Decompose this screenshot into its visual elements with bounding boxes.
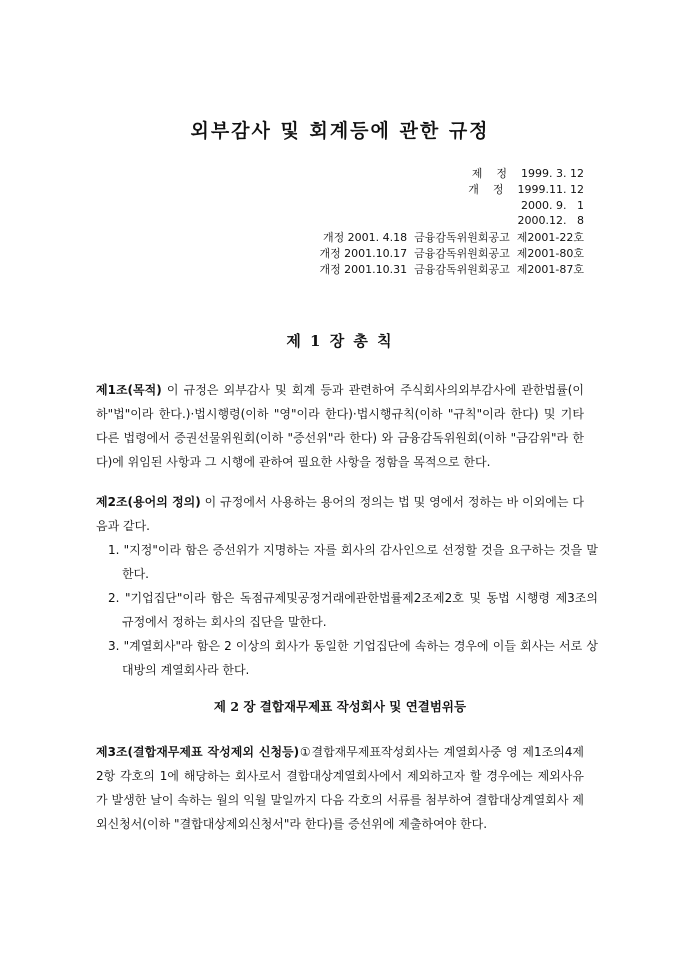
regulation-title: 외부감사 및 회계등에 관한 규정 [190, 120, 490, 142]
article-2-heading: 제2조(용어의 정의) [96, 495, 201, 509]
article-2-item-1: 1. "지정"이라 함은 증선위가 지명하는 자를 회사의 감사인으로 선정할 것을 요구하는 것을 말한다. [108, 543, 598, 581]
history-line-3: 2000. 9. 1 [521, 199, 584, 212]
history-line-2: 개 정 1999.11. 12 [468, 183, 584, 196]
article-2-item-2: 2. "기업집단"이라 함은 독점규제및공정거래에관한법률제2조제2호 및 동법 시행령 제3조의 규정에서 정하는 회사의 집단을 말한다. [108, 591, 598, 629]
chapter-1-heading: 제 1 장 총 칙 [286, 332, 394, 350]
history-line-7: 개정 2001.10.31 금융감독위원회공고 제2001-87호 [319, 263, 584, 276]
history-line-4: 2000.12. 8 [517, 214, 584, 227]
article-1 [96, 378, 584, 474]
article-3 [96, 740, 584, 836]
article-3-heading: 제3조(결합재무제표 작성제외 신청등) [96, 745, 300, 759]
article-3-body: ①결합재무제표작성회사는 계열회사중 영 제1조의4제2항 각호의 1에 해당하는 회사로서 결합대상계열회사에서 제외하고자 할 경우에는 제외사유가 발생한 날이 속하는 월의 익월 말일까지 다음 각호의 서류를 첨부하여 결합대상계열회사 제외신청서(이하 "결합대상제외신청서"라 한다)를 증선위에 제출하여야 한다. [96, 745, 584, 831]
article-1-body: 이 규정은 외부감사 및 회계 등과 관련하여 주식회사의외부감사에 관한법률(이하"법"이라 한다.)·법시행령(이하 "영"이라 한다)·법시행규칙(이하 "규칙"이라 한다) 및 기타 다른 법령에서 증권선물위원회(이하 "증선위"라 한다) 와 금융감독위원회(이하 "금감위"라 한다)에 위임된 사항과 그 시행에 관하여 필요한 사항을 정함을 목적으로 한다. [96, 383, 584, 469]
history-line-6: 개정 2001.10.17 금융감독위원회공고 제2001-80호 [319, 247, 584, 260]
article-2-body: 이 규정에서 사용하는 용어의 정의는 법 및 영에서 정하는 바 이외에는 다음과 같다. [96, 495, 584, 533]
history-line-5: 개정 2001. 4.18 금융감독위원회공고 제2001-22호 [322, 231, 584, 244]
history-line-1: 제 정 1999. 3. 12 [471, 167, 584, 180]
article-2-item-3: 3. "계열회사"라 함은 2 이상의 회사가 동일한 기업집단에 속하는 경우에 이들 회사는 서로 상대방의 계열회사라 한다. [108, 639, 598, 677]
article-1-heading: 제1조(목적) [96, 383, 162, 397]
chapter-2-heading: 제 2 장 결합재무제표 작성회사 및 연결범위등 [213, 699, 467, 714]
article-2 [96, 490, 584, 538]
